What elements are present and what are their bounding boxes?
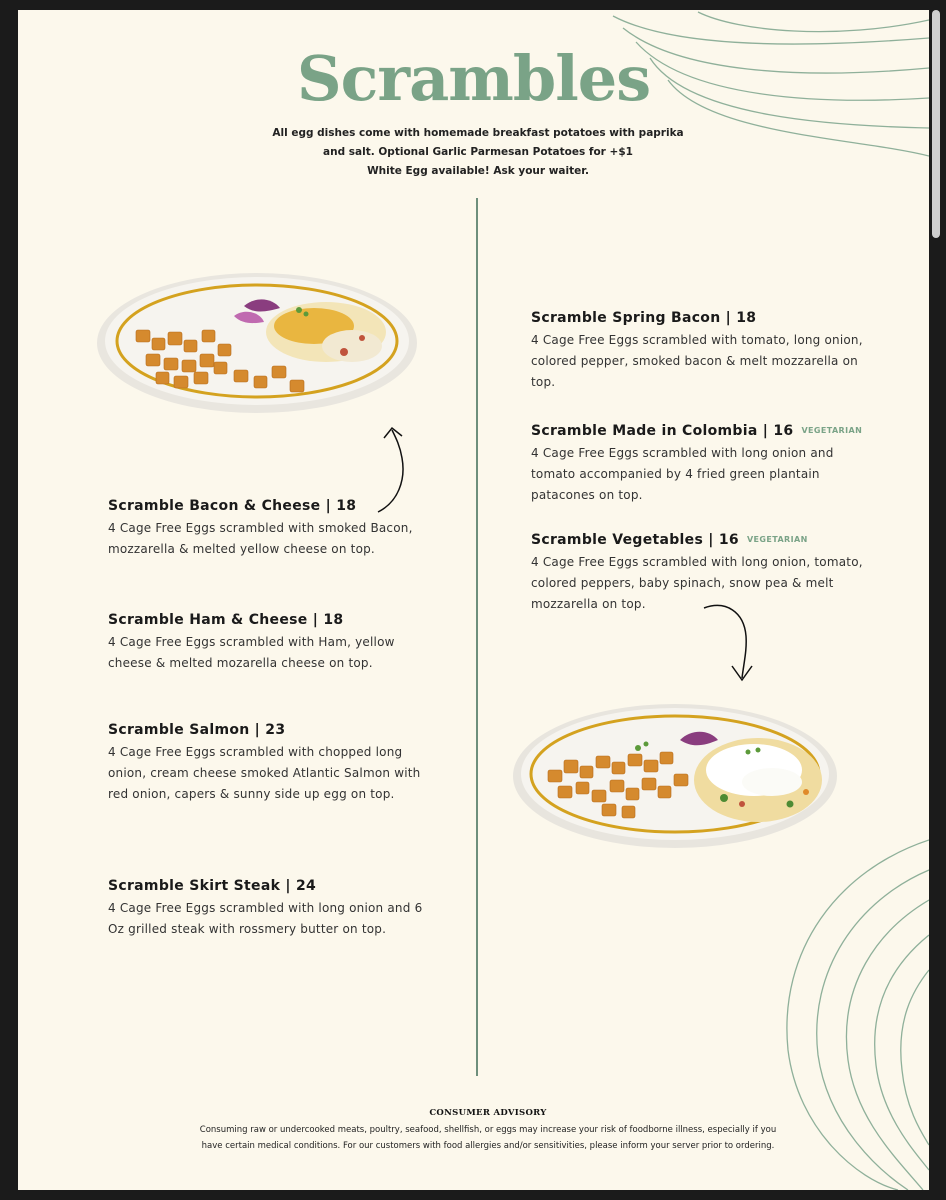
menu-item-description: 4 Cage Free Eggs scrambled with Ham, yellow cheese & melted mozarella cheese on top.: [108, 635, 395, 670]
page-title: Scrambles: [296, 42, 651, 115]
column-divider: [476, 198, 478, 1076]
menu-item: [531, 308, 866, 393]
menu-item-description: 4 Cage Free Eggs scrambled with smoked Bacon, mozzarella & melted yellow cheese on top.: [108, 521, 413, 556]
intro-text: [198, 124, 758, 181]
menu-item-description: 4 Cage Free Eggs scrambled with tomato, long onion, colored pepper, smoked bacon & melt mozzarella on top.: [531, 333, 863, 389]
menu-item-description: 4 Cage Free Eggs scrambled with chopped long onion, cream cheese smoked Atlantic Salmon with red onion, capers & sunny side up egg on top.: [108, 745, 421, 801]
menu-item-title: Scramble Spring Bacon | 18: [531, 310, 757, 326]
advisory-line: Consuming raw or undercooked meats, poultry, seafood, shellfish, or eggs may increase your risk of foodborne illness, especially if you: [199, 1125, 777, 1135]
menu-item: [108, 876, 438, 940]
menu-item-title: Scramble Salmon | 23: [108, 722, 286, 738]
curved-arrow-down-icon: [700, 600, 760, 690]
intro-line: White Egg available! Ask your waiter.: [367, 165, 589, 177]
scrollbar[interactable]: [932, 10, 940, 238]
advisory-text: [158, 1122, 818, 1154]
menu-item-title: [531, 421, 871, 441]
menu-item-description: 4 Cage Free Eggs scrambled with long onion, tomato, colored peppers, baby spinach, snow pea & melt mozzarella on top.: [531, 555, 863, 611]
dish-photo-vegetables: [510, 700, 840, 852]
intro-line: All egg dishes come with homemade breakfast potatoes with paprika: [272, 127, 684, 139]
menu-item: [108, 720, 428, 805]
intro-line: and salt. Optional Garlic Parmesan Potatoes for +$1: [323, 146, 633, 158]
advisory-line: have certain medical conditions. For our customers with food allergies and/or sensitivities, please inform your server prior to ordering.: [201, 1141, 775, 1151]
menu-item-title-text: Scramble Made in Colombia | 16: [531, 423, 794, 439]
advisory-title: CONSUMER ADVISORY: [429, 1108, 547, 1118]
menu-item-title: Scramble Ham & Cheese | 18: [108, 612, 344, 628]
dish-photo-bacon-cheese: [94, 268, 420, 418]
menu-page: [18, 10, 929, 1190]
menu-item-title: [531, 530, 871, 550]
menu-item: [108, 496, 448, 560]
menu-item-description: 4 Cage Free Eggs scrambled with long onion and 6 Oz grilled steak with rossmery butter on top.: [108, 901, 423, 936]
menu-item-title-text: Scramble Vegetables | 16: [531, 532, 739, 548]
menu-item: [531, 421, 871, 506]
menu-item-title: Scramble Bacon & Cheese | 18: [108, 498, 357, 514]
menu-item-description: 4 Cage Free Eggs scrambled with long onion and tomato accompanied by 4 fried green plantain patacones on top.: [531, 446, 834, 502]
menu-item-title: Scramble Skirt Steak | 24: [108, 878, 317, 894]
vegetarian-badge: VEGETARIAN: [801, 426, 863, 435]
menu-item: [108, 610, 438, 674]
consumer-advisory: [158, 1108, 818, 1154]
vegetarian-badge: VEGETARIAN: [746, 535, 808, 544]
